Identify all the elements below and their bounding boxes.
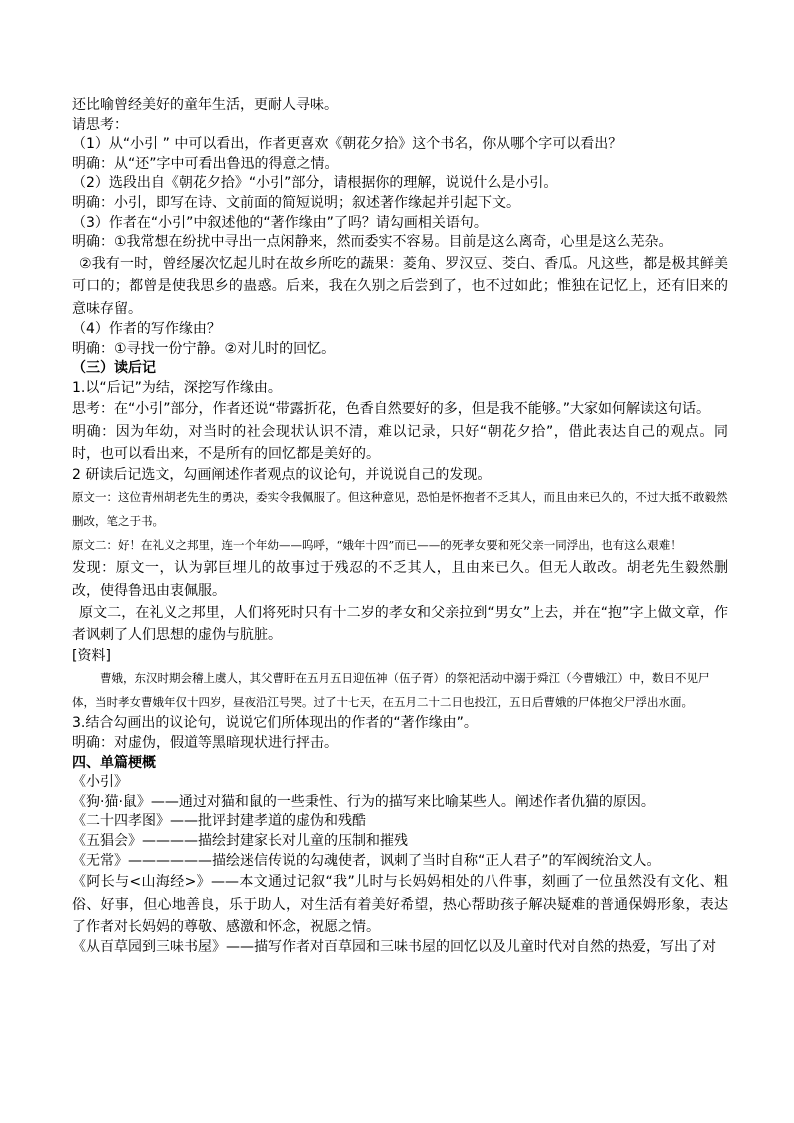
chapter-baicaoyuan: 《从百草园到三味书屋》——描写作者对百草园和三味书屋的回忆以及儿童时代对自然的热爱，写出了对 bbox=[72, 939, 716, 956]
chapter-wuchang: 《无常》——————描绘迷信传说的勾魂使者，讽刺了当时自称“正人君子”的军阀统治文人。 bbox=[72, 852, 661, 869]
answer-2: 明确：小引，即写在诗、文前面的简短说明；叙述著作缘起并引起下文。 bbox=[72, 194, 520, 211]
task-3: 3.结合勾画出的议论句，说说它们所体现出的作者的“著作缘由”。 bbox=[72, 715, 478, 732]
source-text-2: 原文二：好！在礼义之邦里，连一个年幼——呜呼，“娥年十四”而已——的死孝女要和死父亲一同浮出，也有这么艰难！ bbox=[72, 538, 682, 553]
chapter-dog-cat-mouse: 《狗·猫·鼠》——通过对猫和鼠的一些秉性、行为的描写来比喻某些人。阐述作者仇猫的原因。 bbox=[72, 793, 655, 810]
chapter-wuchang-fair: 《五猖会》————描绘封建家长对儿童的压制和摧残 bbox=[72, 832, 408, 849]
chapter-24-filial: 《二十四孝图》——批评封建孝道的虚伪和残酷 bbox=[72, 813, 366, 830]
reference-text: 曹娥，东汉时期会稽上虞人，其父曹盱在五月五日迎伍神（伍子胥）的祭祀活动中溺于舜江（今曹娥江）中，数日不见尸体，当时孝女曹娥年仅十四岁，昼夜沿江号哭。过了十七天，在五月二十二日也投江，五日后曹娥的尸体抱父尸浮出水面。 bbox=[72, 671, 710, 710]
chapter-ah-chang: 《阿长与<山海经>》——本文通过记叙“我”儿时与长妈妈相处的八件事，刻画了一位虽然没有文化、粗俗、好事，但心地善良，乐于助人，对生活有着美好希望，热心帮助孩子解决疑难的普通保姆形象，表达了作者对长妈妈的尊敬、感激和怀念，祝愿之情。 bbox=[72, 874, 728, 935]
text-line: 还比喻曾经美好的童年生活，更耐人寻味。 bbox=[72, 97, 338, 113]
reference-label: [资料] bbox=[72, 647, 111, 664]
source-text-1: 原文一：这位青州胡老先生的勇决，委实令我佩服了。但这种意见，恐怕是怀抱者不乏其人，而且由来已久的，不过大抵不敢毅然删改，笔之于书。 bbox=[72, 490, 728, 529]
think-prompt: 思考：在“小引”部分，作者还说“带露折花，色香自然要好的多，但是我不能够。”大家如何解读这句话。 bbox=[72, 401, 711, 418]
section-heading-summaries: 四、单篇梗概 bbox=[72, 754, 156, 771]
think-answer: 明确：因为年幼，对当时的社会现状认识不清，难以记录，只好“朝花夕拾”，借此表达自己的观点。同时，也可以看出来，不是所有的回忆都是美好的。 bbox=[72, 423, 728, 463]
question-3: （3）作者在“小引”中叙述他的“著作缘由”了吗？请勾画相关语句。 bbox=[72, 214, 488, 231]
chapter-preface: 《小引》 bbox=[72, 774, 128, 791]
question-4: （4）作者的写作缘由？ bbox=[72, 320, 221, 337]
question-1: （1）从“小引 ” 中可以看出，作者更喜欢《朝花夕拾》这个书名，你从哪个字可以看出？ bbox=[72, 136, 623, 153]
task-3-answer: 明确：对虚伪，假道等黑暗现状进行抨击。 bbox=[72, 734, 338, 751]
section-heading-afterword: （三）读后记 bbox=[72, 360, 156, 377]
answer-3: 明确：①我常想在纷扰中寻出一点闲静来，然而委实不容易。目前是这么离奇，心里是这么芜杂。 bbox=[72, 234, 673, 251]
answer-4: 明确：①寻找一份宁静。②对儿时的回忆。 bbox=[72, 340, 336, 357]
task-1: 1.以“后记”为结，深挖写作缘由。 bbox=[72, 379, 282, 396]
finding-1: 发现：原文一，认为郭巨埋儿的故事过于残忍的不乏其人，且由来已久。但无人敢改。胡老先生毅然删改，使得鲁迅由衷佩服。 bbox=[72, 560, 728, 599]
answer-1: 明确：从“还”字中可看出鲁迅的得意之情。 bbox=[72, 155, 339, 172]
answer-3-continued: ②我有一时，曾经屡次忆起儿时在故乡所吃的蔬果：菱角、罗汉豆、茭白、香瓜。凡这些，都是极其鲜美可口的；都曾是使我思乡的蛊惑。后来，我在久别之后尝到了，也不过如此；惟独在记忆上，还有旧来的意味存留。 bbox=[72, 255, 728, 317]
document-page bbox=[72, 96, 728, 958]
text-line: 请思考： bbox=[72, 116, 128, 133]
finding-2: 原文二，在礼义之邦里，人们将死时只有十二岁的孝女和父亲拉到“男女”上去，并在“抱”字上做文章，作者讽刺了人们思想的虚伪与肮脏。 bbox=[72, 604, 728, 644]
question-2: （2）选段出自《朝花夕拾》“小引”部分，请根据你的理解，说说什么是小引。 bbox=[72, 175, 558, 192]
task-2: 2 研读后记选文，勾画阐述作者观点的议论句，并说说自己的发现。 bbox=[72, 466, 492, 483]
